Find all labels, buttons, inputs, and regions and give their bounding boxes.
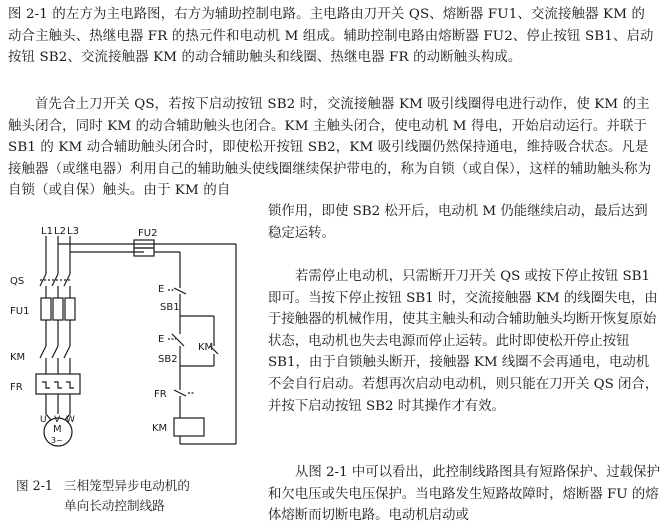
label-qs: QS bbox=[10, 276, 25, 287]
label-v: V bbox=[54, 415, 61, 425]
km-main-3 bbox=[64, 346, 70, 358]
protection-paragraph: 从图 2-1 中可以看出，此控制线路图具有短路保护、过载保护和欠电压或失电压保护。当电路发生短路故障时，熔断器 FU 的熔体熔断而切断电路。电动机启动或 bbox=[268, 465, 660, 524]
label-u: U bbox=[40, 415, 47, 425]
label-sb2: SB2 bbox=[158, 354, 178, 365]
fu1-fuse-1 bbox=[41, 298, 51, 320]
label-km-main: KM bbox=[10, 352, 26, 363]
km-coil bbox=[174, 418, 204, 436]
label-km-coil: KM bbox=[152, 423, 168, 434]
km-main-1 bbox=[40, 346, 46, 358]
fu1-fuse-3 bbox=[65, 298, 75, 320]
fr-ctrl-contact bbox=[174, 390, 186, 396]
sb1-contact bbox=[174, 288, 186, 294]
label-l1: L1 bbox=[41, 226, 53, 237]
label-fu1: FU1 bbox=[10, 306, 30, 317]
figure-caption bbox=[16, 476, 256, 516]
start-operation-continued: 锁作用，即使 SB2 松开后，电动机 M 仍能继续启动，最后达到稳定运转。 bbox=[268, 204, 648, 241]
caption-title-1: 三相笼型异步电动机的 bbox=[64, 478, 190, 493]
label-w: W bbox=[66, 415, 75, 425]
fu1-fuse-2 bbox=[53, 298, 63, 320]
label-km-aux: KM bbox=[198, 342, 214, 353]
caption-title-2: 单向长动控制线路 bbox=[64, 498, 165, 513]
label-fu2: FU2 bbox=[138, 228, 158, 239]
fr-heater-1 bbox=[42, 382, 50, 388]
label-sb1: SB1 bbox=[160, 302, 180, 313]
start-operation-paragraph: 首先合上刀开关 QS，若按下启动按钮 SB2 时，交流接触器 KM 吸引线圈得电进行动作，使 KM 的主触头闭合，同时 KM 的动合辅助触头也闭合。KM 主触头闭合，使电动机 M 得电，开始启动运行。并联于 SB1 的 KM 动合辅助触头闭合时，即使松开按钮 SB2，KM 吸引线圈仍然保持通电，维持吸合状态。凡是接触器（或继电器）利用自己的辅助触头使线圈继续保护带电的，称为自锁（或自保），这样的辅助触头称为自锁（或自保）触头。由于 KM 的自 bbox=[8, 97, 652, 199]
intro-paragraph: 图 2-1 的左方为主电路图，右方为辅助控制电路。主电路由刀开关 QS、熔断器 FU1、交流接触器 KM 的动合主触头、热继电器 FR 的热元件和电动机 M 组成。辅助控制电路由熔断器 FU2、停止按钮 SB1、启动按钮 SB2、交流接触器 KM 的动合辅助触头和线圈、热继电器 FR 的动断触头构成。 bbox=[8, 7, 654, 66]
label-e-sb2: E bbox=[158, 334, 165, 345]
label-e-sb1: E bbox=[158, 284, 165, 295]
label-motor: M bbox=[53, 424, 62, 435]
sb2-contact bbox=[172, 334, 184, 346]
caption-number: 图 2-1 bbox=[16, 478, 53, 493]
label-fr-main: FR bbox=[10, 382, 23, 393]
label-l3: L3 bbox=[67, 226, 79, 237]
stop-operation-paragraph: 若需停止电动机，只需断开刀开关 QS 或按下停止按钮 SB1 即可。当按下停止按钮 SB1 时，交流接触器 KM 的线圈失电，由于接触器的机械作用，使其主触头和动合辅助触头均断开恢复原始状态，电动机也失去电源而停止运转。此时即使松开停止按钮 SB1，由于自锁触头断开，接触器 KM 线圈不会再通电，电动机不会自行启动。若想再次启动电动机，则只能在刀开关 QS 闭合，并按下启动按钮 SB2 时其操作才有效。 bbox=[268, 269, 659, 414]
label-motor-phase: 3~ bbox=[51, 436, 63, 445]
label-l2: L2 bbox=[54, 226, 66, 237]
circuit-diagram bbox=[6, 222, 260, 470]
km-main-2 bbox=[52, 346, 58, 358]
label-fr-ctrl: FR bbox=[154, 389, 167, 400]
